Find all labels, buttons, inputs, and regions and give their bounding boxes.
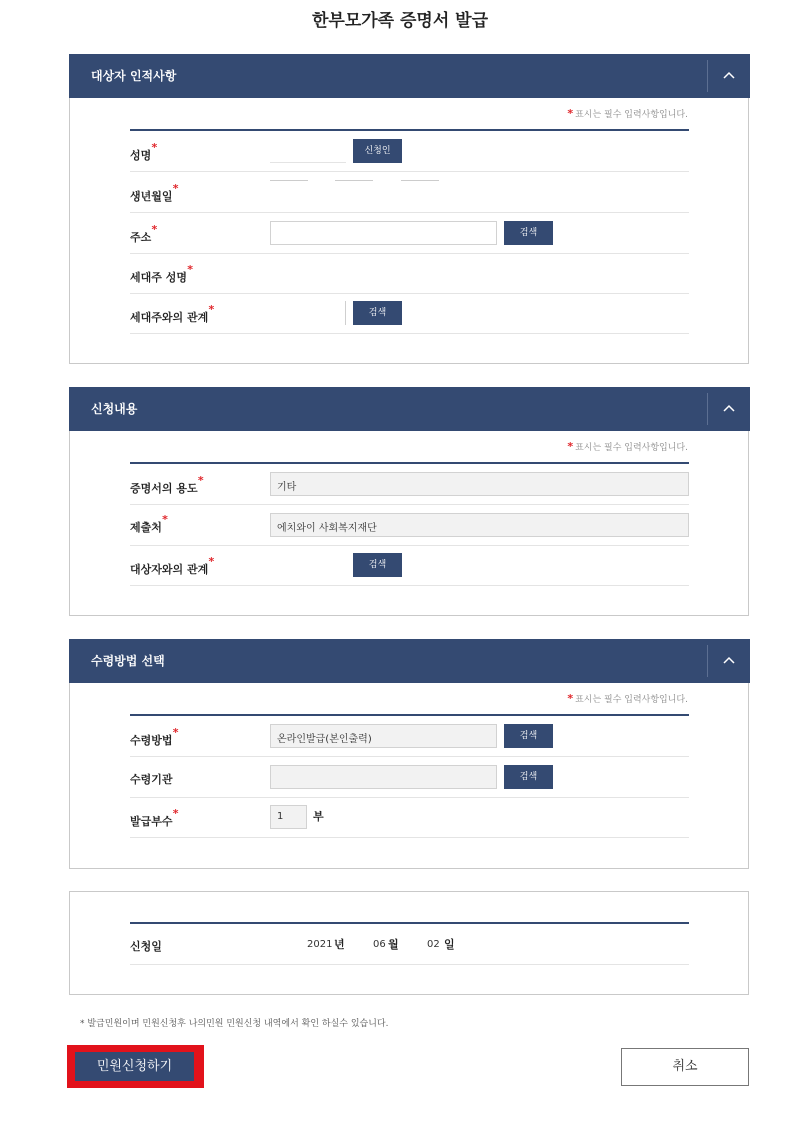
required-note: * 표시는 필수 입력사항입니다. [567, 107, 688, 120]
name-label: 성명 * [130, 141, 158, 162]
receipt-method-search-button[interactable]: 검색 [504, 724, 553, 748]
row-receipt-agency [130, 757, 689, 798]
birth-year-field[interactable] [270, 180, 308, 181]
required-note: * 표시는 필수 입력사항입니다. [567, 440, 688, 453]
copies-unit: 부 [313, 810, 324, 823]
footnote: * 발급민원이며 민원신청후 나의민원 민원신청 내역에서 확인 하실수 있습니다. [80, 1019, 389, 1029]
chevron-up-icon [723, 656, 735, 664]
page-title: 한부모가족 증명서 발급 [311, 11, 489, 31]
required-star: * [567, 692, 574, 705]
section-applicant-info [69, 54, 749, 364]
copies-field[interactable]: 1 [270, 805, 307, 829]
day-value: 02 [427, 939, 440, 950]
relation-head-search-button[interactable]: 검색 [353, 301, 402, 325]
purpose-field[interactable]: 기타 [270, 472, 689, 496]
row-address [130, 213, 689, 254]
required-note: * 표시는 필수 입력사항입니다. [567, 692, 688, 705]
purpose-label: 증명서의 용도 * [130, 474, 204, 495]
required-star: * [567, 107, 574, 120]
row-birthdate [130, 172, 689, 213]
birth-day-field[interactable] [401, 180, 439, 181]
collapse-toggle[interactable] [707, 393, 750, 425]
relation-target-label: 대상자와의 관계 * [130, 555, 215, 576]
month-unit: 월 [388, 938, 399, 951]
section-header [69, 639, 750, 683]
section-request-details [69, 387, 749, 616]
cancel-button[interactable]: 취소 [621, 1048, 749, 1086]
submit-to-field[interactable]: 에치와이 사회복지재단 [270, 513, 689, 537]
section-title: 대상자 인적사항 [91, 69, 177, 83]
collapse-toggle[interactable] [707, 645, 750, 677]
chevron-up-icon [723, 71, 735, 79]
row-household-head [130, 253, 689, 294]
address-search-button[interactable]: 검색 [504, 221, 553, 245]
row-purpose [130, 464, 689, 505]
section-title: 수령방법 선택 [91, 654, 165, 668]
required-star: * [567, 440, 574, 453]
submit-highlight [67, 1045, 204, 1088]
birth-month-field[interactable] [335, 180, 373, 181]
copies-label: 발급부수 * [130, 807, 179, 828]
receipt-method-label: 수령방법 * [130, 726, 179, 747]
address-label: 주소 * [130, 223, 158, 244]
name-input[interactable] [270, 139, 346, 163]
receipt-agency-field[interactable] [270, 765, 497, 789]
birthdate-label: 생년월일 * [130, 182, 179, 203]
section-receipt-method [69, 639, 749, 869]
month-value: 06 [373, 939, 386, 950]
relation-head-label: 세대주와의 관계 * [130, 303, 215, 324]
row-name [130, 131, 689, 172]
section-application-date [69, 891, 749, 995]
section-title: 신청내용 [91, 402, 138, 416]
row-application-date [130, 924, 689, 965]
submit-to-label: 제출처 * [130, 513, 168, 534]
chevron-up-icon [723, 404, 735, 412]
relation-target-search-button[interactable]: 검색 [353, 553, 402, 577]
receipt-agency-search-button[interactable]: 검색 [504, 765, 553, 789]
year-unit: 년 [334, 938, 345, 951]
year-value: 2021 [307, 939, 333, 950]
section-header [69, 54, 750, 98]
receipt-method-field[interactable]: 온라인발급(본인출력) [270, 724, 497, 748]
row-submit-to [130, 505, 689, 546]
collapse-toggle[interactable] [707, 60, 750, 92]
day-unit: 일 [444, 938, 455, 951]
date-label: 신청일 [130, 940, 162, 953]
receipt-agency-label: 수령기관 [130, 773, 173, 786]
row-relation-target [130, 545, 689, 586]
row-relation-head [130, 293, 689, 334]
section-header [69, 387, 750, 431]
row-copies [130, 797, 689, 838]
submit-button[interactable]: 민원신청하기 [75, 1052, 194, 1081]
row-receipt-method [130, 716, 689, 757]
household-head-label: 세대주 성명 * [130, 263, 193, 284]
address-input[interactable] [270, 221, 497, 245]
applicant-button[interactable]: 신청인 [353, 139, 402, 163]
